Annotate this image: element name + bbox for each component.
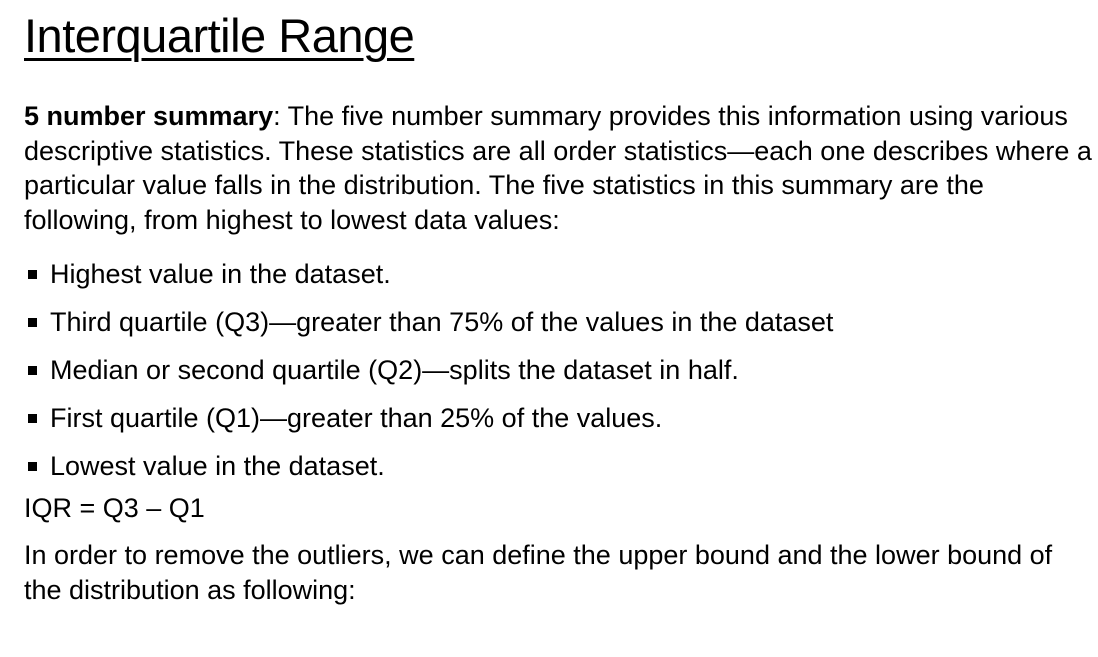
square-bullet-icon [28, 462, 37, 471]
square-bullet-icon [28, 318, 37, 327]
list-item [24, 394, 833, 442]
list-item [24, 442, 833, 490]
list-item-text: Third quartile (Q3)—greater than 75% of the values in the dataset [50, 306, 834, 337]
square-bullet-icon [28, 270, 37, 279]
summary-list [24, 250, 833, 490]
list-item-text: Median or second quartile (Q2)—splits the dataset in half. [50, 354, 739, 385]
list-item-text: First quartile (Q1)—greater than 25% of the values. [50, 402, 663, 433]
list-item [24, 298, 833, 346]
slide-title: Interquartile Range [24, 9, 415, 62]
list-item [24, 346, 833, 394]
list-item-text: Lowest value in the dataset. [50, 450, 385, 481]
intro-term: 5 number summary [24, 101, 274, 131]
intro-text: : The five number summary provides this information using various descriptive statistics. These statistics are all order statistics—each one describes where a particular value falls in the distribution. The five statistics in this summary are the following, from highest to lowest data values: [24, 101, 1092, 235]
square-bullet-icon [28, 414, 37, 423]
intro-paragraph [24, 99, 1092, 237]
outro-paragraph: In order to remove the outliers, we can define the upper bound and the lower bound of the distribution as following: [24, 540, 1053, 605]
list-item-text: Highest value in the dataset. [50, 258, 391, 289]
square-bullet-icon [28, 366, 37, 375]
list-item [24, 250, 833, 298]
iqr-formula: IQR = Q3 – Q1 [24, 493, 205, 523]
